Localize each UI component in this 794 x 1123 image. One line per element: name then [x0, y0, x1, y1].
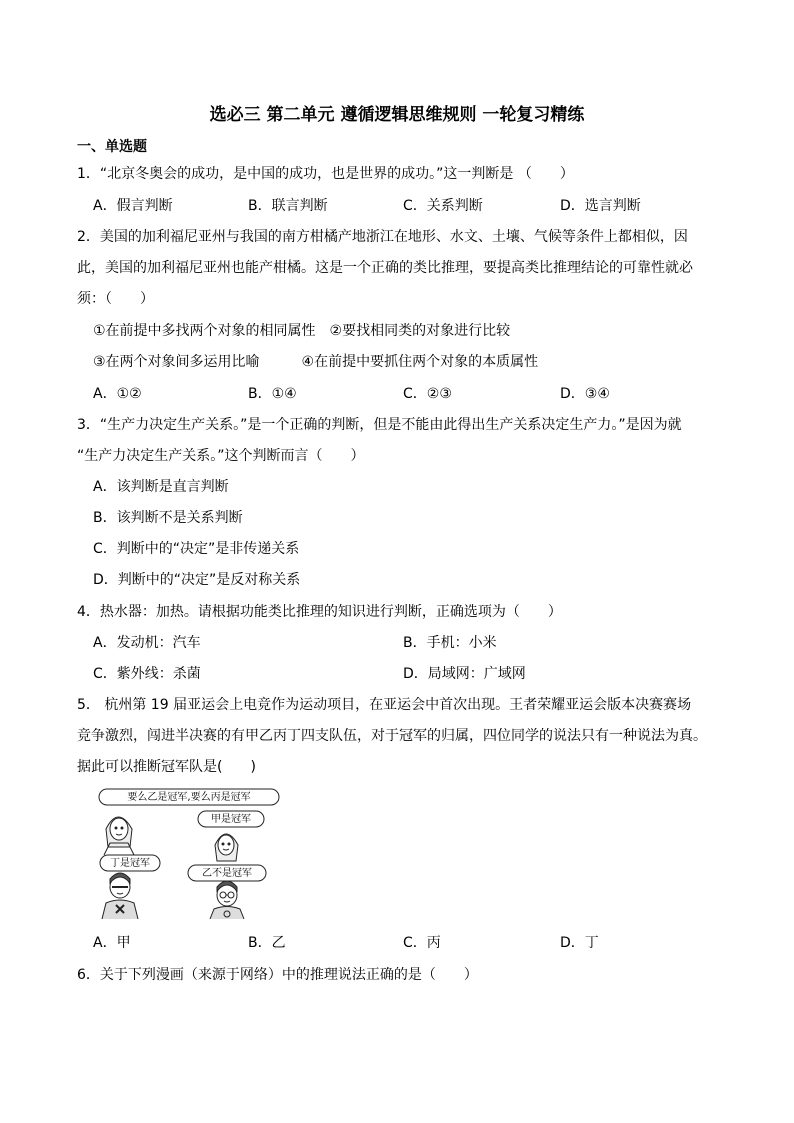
bubble-1-text: 要么乙是冠军,要么丙是冠军 [127, 792, 251, 803]
q2-option-d: D．③④ [560, 386, 610, 402]
q5-stem-line-1: 5． 杭州第 19 届亚运会上电竞作为运动项目，在亚运会中首次出现。王者荣耀亚运会版本决赛赛场 [77, 697, 692, 713]
bubble-3-text: 丁是冠军 [110, 858, 150, 869]
q6-stem: 6．关于下列漫画（来源于网络）中的推理说法正确的是（ ） [77, 967, 478, 983]
q1-stem: 1．“北京冬奥会的成功，是中国的成功，也是世界的成功。”这一判断是 （ ） [77, 166, 574, 182]
q2-option-c: C．②③ [403, 386, 452, 402]
section-heading: 一、单选题 [77, 139, 147, 155]
q4-option-a: A．发动机：汽车 [93, 635, 201, 651]
q3-option-d: D．判断中的“决定”是反对称关系 [93, 572, 301, 588]
q5-stem-line-2: 竞争激烈，闯进半决赛的有甲乙丙丁四支队伍，对于冠军的归属，四位同学的说法只有一种说法为真。 [77, 728, 707, 744]
q1-option-b: B．联言判断 [248, 198, 328, 214]
q2-stem-line-1: 2．美国的加利福尼亚州与我国的南方柑橘产地浙江在地形、水文、土壤、气候等条件上都相似，因 [77, 229, 688, 245]
q2-option-a: A．①② [93, 386, 142, 402]
q5-option-c: C．丙 [403, 935, 441, 951]
q5-cartoon [96, 787, 286, 920]
bubble-4-text: 乙不是冠军 [202, 868, 252, 879]
q3-option-c: C．判断中的“决定”是非传递关系 [93, 541, 300, 557]
q4-stem: 4．热水器：加热。请根据功能类比推理的知识进行判断，正确选项为（ ） [77, 604, 562, 620]
q1-option-c: C．关系判断 [403, 198, 483, 214]
q2-stem-line-3: 须：（ ） [77, 291, 154, 307]
q5-stem-line-3: 据此可以推断冠军队是( ) [77, 759, 256, 775]
page-title: 选必三 第二单元 遵循逻辑思维规则 一轮复习精练 [209, 105, 585, 125]
q2-option-b: B．①④ [248, 386, 297, 402]
figure-2 [215, 834, 238, 861]
q4-option-c: C．紫外线：杀菌 [93, 666, 201, 682]
q4-option-b: B．手机：小米 [403, 635, 497, 651]
q5-option-d: D．丁 [560, 935, 599, 951]
q2-item-line-1: ①在前提中多找两个对象的相同属性 ②要找相同类的对象进行比较 [93, 323, 511, 339]
figure-4 [210, 881, 244, 919]
q2-item-line-2: ③在两个对象间多运用比喻 ④在前提中要抓住两个对象的本质属性 [93, 354, 539, 370]
q1-option-d: D．选言判断 [560, 198, 641, 214]
q1-option-a: A．假言判断 [93, 198, 173, 214]
q3-option-b: B．该判断不是关系判断 [93, 510, 243, 526]
q2-stem-line-2: 此，美国的加利福尼亚州也能产柑橘。这是一个正确的类比推理，要提高类比推理结论的可靠性就必 [77, 260, 693, 276]
q5-option-a: A．甲 [93, 935, 131, 951]
q3-stem-line-2: “生产力决定生产关系。”这个判断而言（ ） [77, 448, 365, 464]
q4-option-d: D．局域网：广域网 [403, 666, 526, 682]
q3-stem-line-1: 3．“生产力决定生产关系。”是一个正确的判断，但是不能由此得出生产关系决定生产力。”是因为就 [77, 417, 682, 433]
figure-1 [104, 817, 134, 855]
figure-3 [102, 873, 138, 919]
q5-option-b: B．乙 [248, 935, 286, 951]
bubble-2-text: 甲是冠军 [211, 814, 251, 825]
q3-option-a: A．该判断是直言判断 [93, 479, 229, 495]
